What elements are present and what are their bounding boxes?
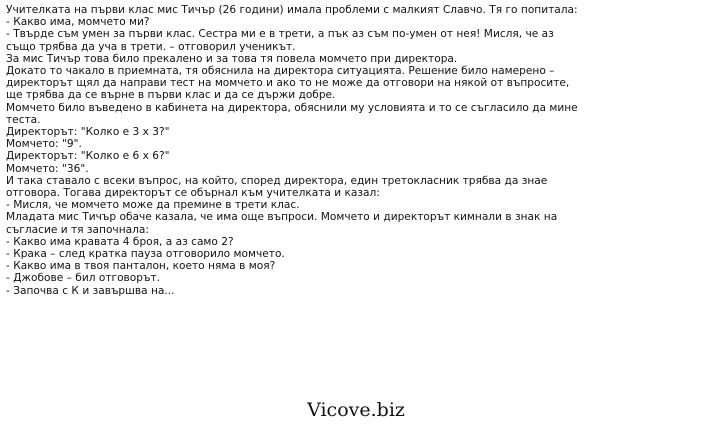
story-line-cow-question: - Какво има кравата 4 броя, а аз само 2? [6, 235, 234, 248]
story-line-question-1: - Какво има, момчето ми? [6, 16, 150, 29]
story-line-director-q2: Директорът: "Колко е 6 х 6?" [6, 150, 170, 163]
story-line-pants-question: - Какво има в твоя панталон, което няма в моя? [6, 260, 276, 273]
story-line-every-question: И така ставало с всеки въпрос, на който, според директора, един третокласник трябва да знае отговора. Тогава директорът се обърнал към учителката и казал: [6, 174, 548, 200]
story-line-pants-answer: - Джобове – бил отговорът. [6, 272, 161, 285]
story-line-teacher: За мис Тичър това било прекалено и за това тя повела момчето при директора. [6, 52, 458, 65]
story-line-boy-a2: Момчето: "36". [6, 162, 89, 175]
joke-text [6, 4, 580, 297]
story-line-cow-answer: - Крака – след кратка пауза отговорило момчето. [6, 248, 285, 261]
story-line-director-q1: Директорът: "Колко е 3 х 3?" [6, 126, 170, 139]
story-line-waiting: Докато то чакало в приемната, тя обяснила на директора ситуацията. Решение било намерено – директорът щял да направи тест на момчето и ако то не може да отговори на някой от въпросите, ще трябва да се върне в първи клас и да се държи добре. [6, 65, 570, 102]
story-line-intro: Учителката на първи клас мис Тичър (26 години) имала проблеми с малкият Славчо. Тя го попитала: [6, 4, 578, 16]
story-line-office: Момчето било въведено в кабинета на директора, обяснили му условията и то се съгласило да мине теста. [6, 101, 578, 126]
story-line-more-questions: Младата мис Тичър обаче казала, че има още въпроси. Момчето и директорът кимнали в знак на съгласие и тя започнала: [6, 211, 558, 236]
site-watermark: Vicove.biz [307, 399, 405, 421]
story-line-last-question: - Започва с К и завършва на... [6, 284, 175, 297]
story-line-boy-a1: Момчето: "9". [6, 138, 82, 151]
story-line-director-verdict: - Мисля, че момчето може да премине в трети клас. [6, 199, 300, 212]
story-line-answer-1: - Твърде съм умен за първи клас. Сестра ми е в трети, а пък аз съм по-умен от нея! Мисля, че аз също трябва да уча в трети. – отговорил ученикът. [6, 28, 554, 53]
